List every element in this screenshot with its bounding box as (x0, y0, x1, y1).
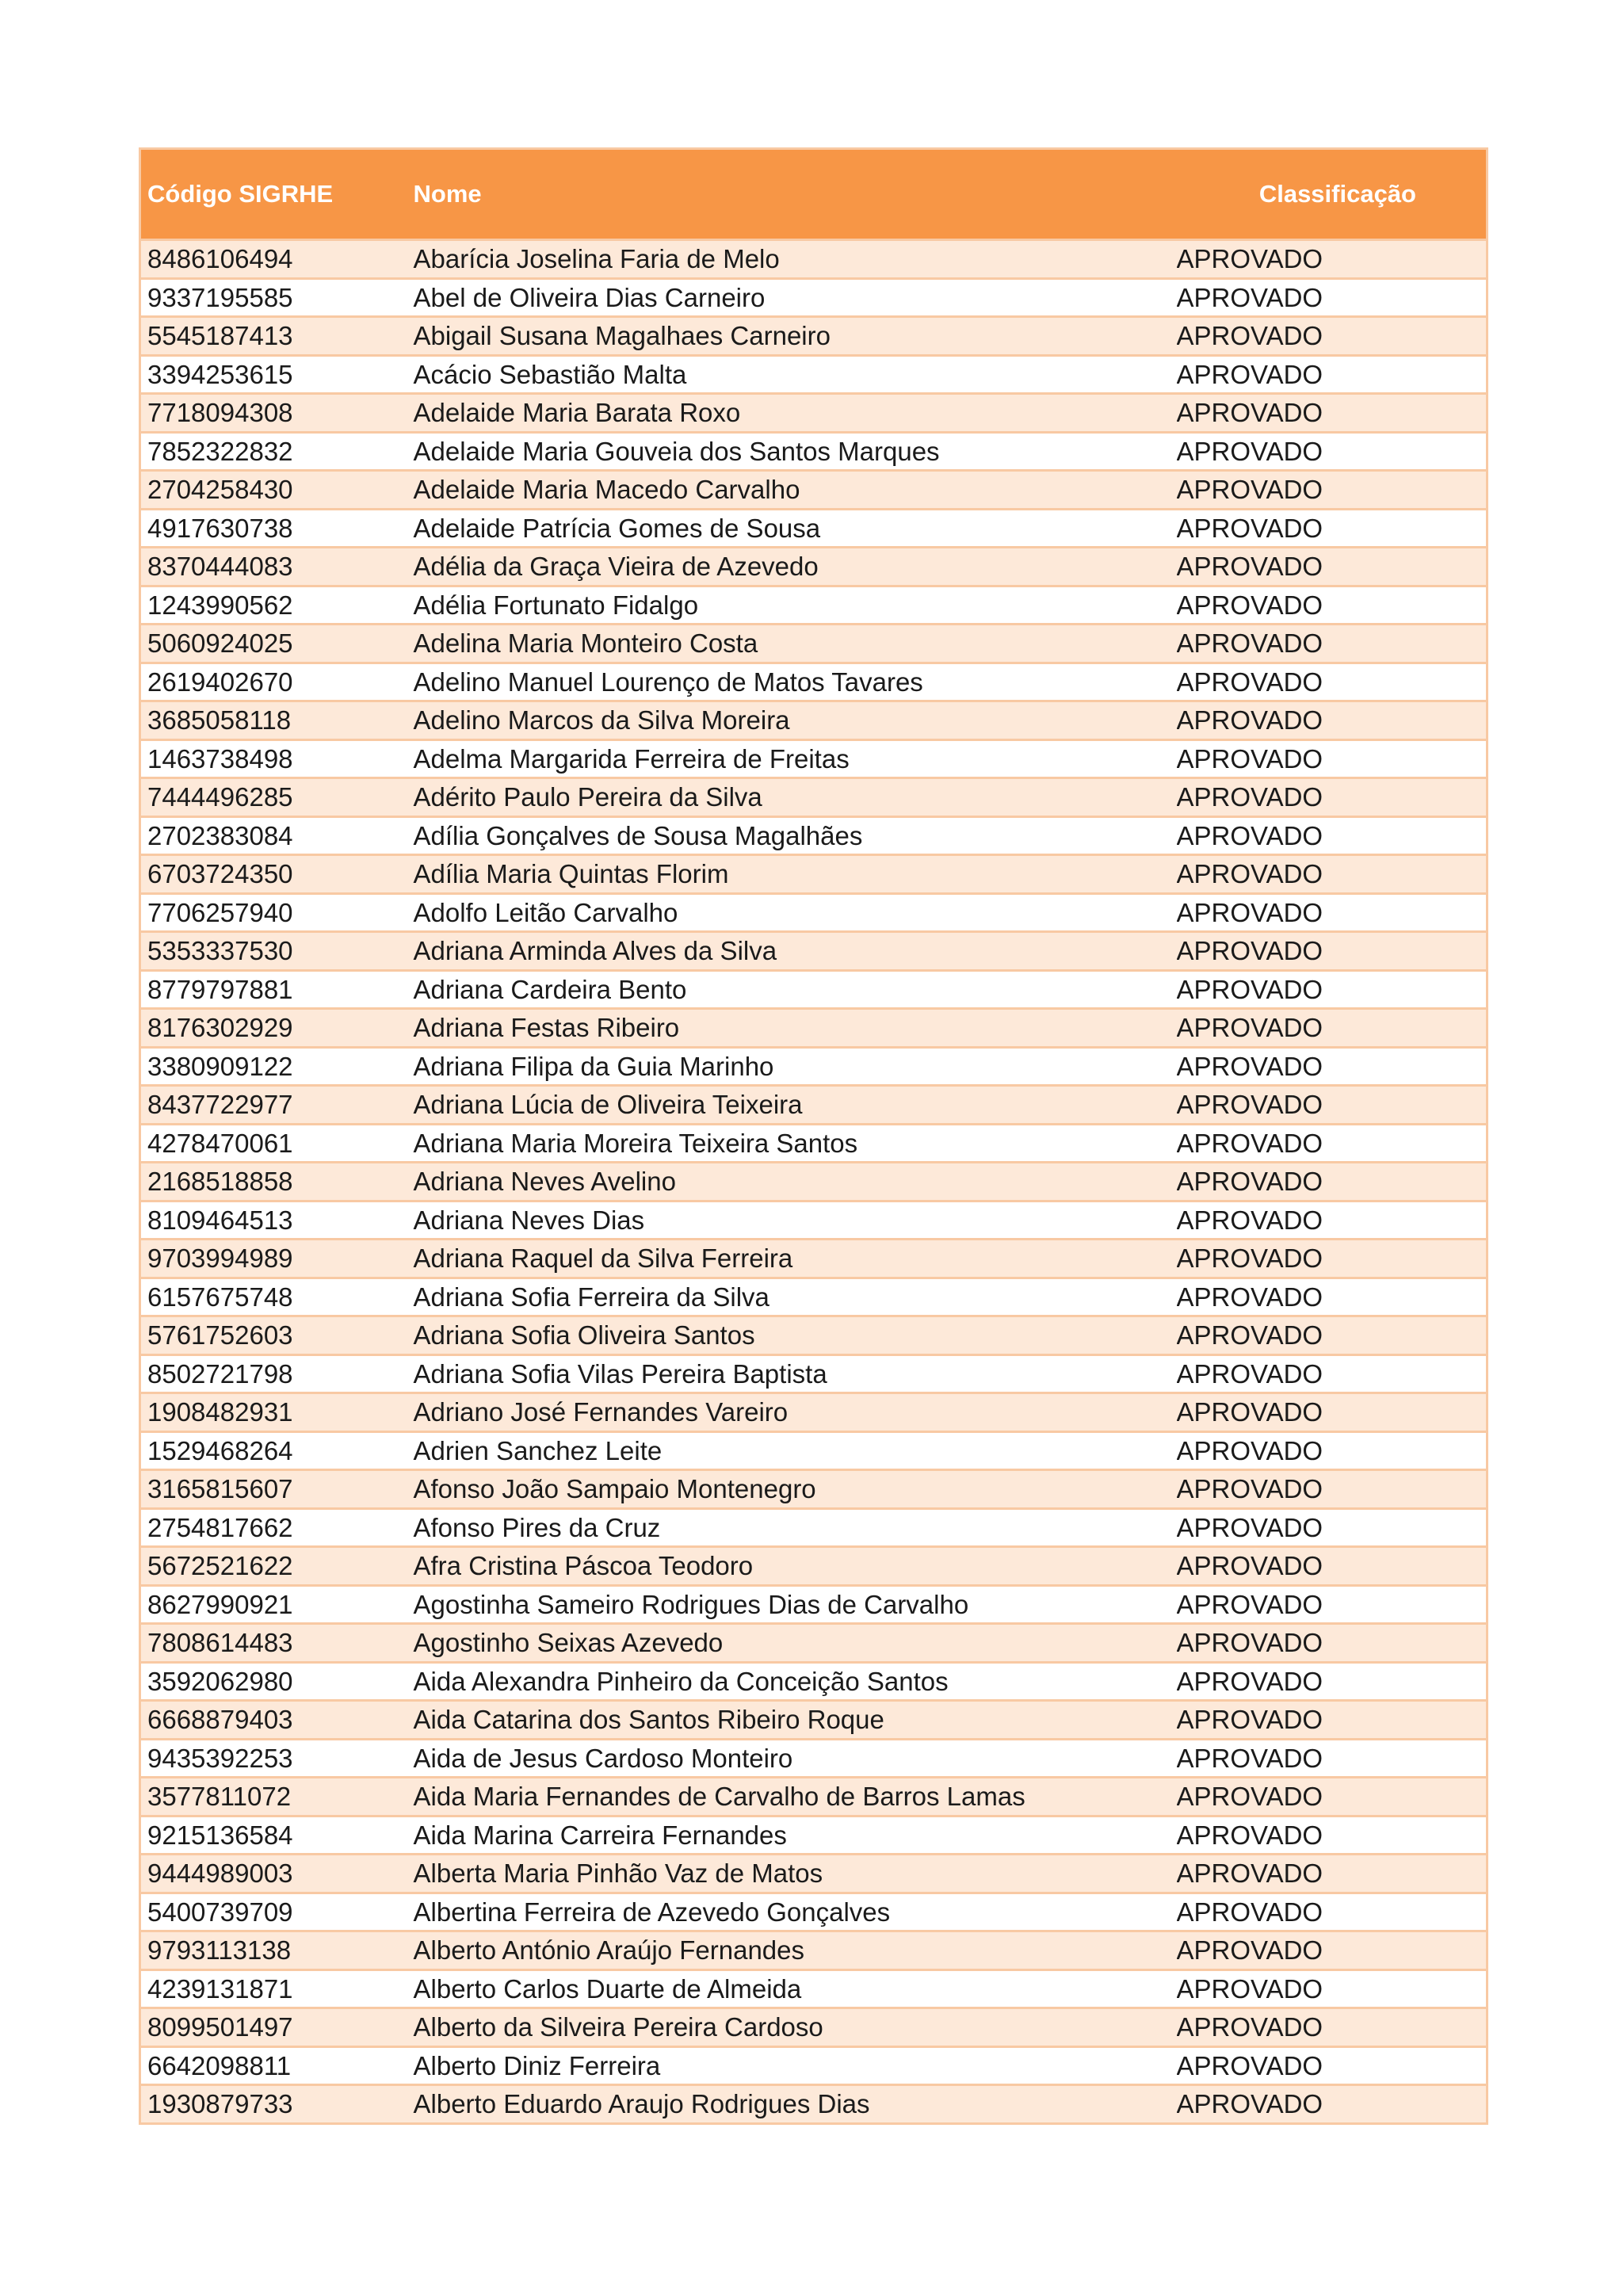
cell-code: 8502721798 (140, 1354, 407, 1393)
cell-name: Adriana Sofia Ferreira da Silva (407, 1278, 1177, 1316)
cell-name: Adriana Neves Avelino (407, 1163, 1177, 1201)
cell-name: Adriana Maria Moreira Teixeira Santos (407, 1124, 1177, 1163)
cell-status: APROVADO (1177, 355, 1487, 394)
cell-name: Adelaide Maria Macedo Carvalho (407, 471, 1177, 510)
cell-name: Adrien Sanchez Leite (407, 1431, 1177, 1470)
table-row (140, 1163, 1487, 1201)
cell-status: APROVADO (1177, 1047, 1487, 1086)
cell-status: APROVADO (1177, 2008, 1487, 2047)
cell-status: APROVADO (1177, 1316, 1487, 1355)
table-row (140, 1201, 1487, 1240)
cell-name: Adélia Fortunato Fidalgo (407, 586, 1177, 625)
cell-status: APROVADO (1177, 1969, 1487, 2008)
cell-code: 6642098811 (140, 2046, 407, 2085)
cell-code: 2168518858 (140, 1163, 407, 1201)
cell-code: 1243990562 (140, 586, 407, 625)
cell-name: Adelaide Maria Gouveia dos Santos Marques (407, 432, 1177, 471)
cell-status: APROVADO (1177, 739, 1487, 778)
cell-status: APROVADO (1177, 509, 1487, 548)
cell-status: APROVADO (1177, 240, 1487, 279)
cell-name: Adérito Paulo Pereira da Silva (407, 778, 1177, 817)
cell-status: APROVADO (1177, 2085, 1487, 2124)
cell-code: 1930879733 (140, 2085, 407, 2124)
table-row (140, 1316, 1487, 1355)
table-row (140, 1547, 1487, 1586)
cell-name: Alberto Carlos Duarte de Almeida (407, 1969, 1177, 2008)
cell-status: APROVADO (1177, 1278, 1487, 1316)
table-row (140, 355, 1487, 394)
table-row (140, 970, 1487, 1009)
table-row (140, 932, 1487, 971)
cell-code: 1463738498 (140, 739, 407, 778)
cell-code: 4239131871 (140, 1969, 407, 2008)
cell-code: 5545187413 (140, 317, 407, 356)
cell-name: Adelino Marcos da Silva Moreira (407, 701, 1177, 740)
cell-code: 2619402670 (140, 663, 407, 701)
cell-status: APROVADO (1177, 1163, 1487, 1201)
cell-name: Alberto da Silveira Pereira Cardoso (407, 2008, 1177, 2047)
cell-name: Afonso Pires da Cruz (407, 1508, 1177, 1547)
cell-status: APROVADO (1177, 1624, 1487, 1663)
cell-name: Adelaide Patrícia Gomes de Sousa (407, 509, 1177, 548)
table-row (140, 1431, 1487, 1470)
cell-name: Aida Maria Fernandes de Carvalho de Barros Lamas (407, 1778, 1177, 1817)
cell-code: 9435392253 (140, 1739, 407, 1778)
cell-name: Afra Cristina Páscoa Teodoro (407, 1547, 1177, 1586)
cell-code: 9703994989 (140, 1240, 407, 1278)
cell-name: Adriana Sofia Oliveira Santos (407, 1316, 1177, 1355)
cell-name: Adelma Margarida Ferreira de Freitas (407, 739, 1177, 778)
table-row (140, 1931, 1487, 1970)
cell-name: Adriana Raquel da Silva Ferreira (407, 1240, 1177, 1278)
table-row (140, 739, 1487, 778)
cell-status: APROVADO (1177, 932, 1487, 971)
cell-status: APROVADO (1177, 586, 1487, 625)
cell-name: Abigail Susana Magalhaes Carneiro (407, 317, 1177, 356)
table-row (140, 509, 1487, 548)
table-row (140, 1855, 1487, 1893)
cell-name: Alberto Eduardo Araujo Rodrigues Dias (407, 2085, 1177, 2124)
cell-code: 3165815607 (140, 1470, 407, 1509)
cell-code: 9444989003 (140, 1855, 407, 1893)
cell-status: APROVADO (1177, 548, 1487, 586)
cell-status: APROVADO (1177, 1354, 1487, 1393)
cell-status: APROVADO (1177, 625, 1487, 663)
cell-status: APROVADO (1177, 1393, 1487, 1432)
cell-code: 2754817662 (140, 1508, 407, 1547)
cell-status: APROVADO (1177, 855, 1487, 894)
cell-name: Adelino Manuel Lourenço de Matos Tavares (407, 663, 1177, 701)
table-row (140, 1354, 1487, 1393)
cell-status: APROVADO (1177, 816, 1487, 855)
cell-status: APROVADO (1177, 2046, 1487, 2085)
cell-name: Agostinha Sameiro Rodrigues Dias de Carvalho (407, 1585, 1177, 1624)
table-row (140, 2008, 1487, 2047)
cell-code: 9793113138 (140, 1931, 407, 1970)
cell-status: APROVADO (1177, 1009, 1487, 1048)
cell-code: 5672521622 (140, 1547, 407, 1586)
table-row (140, 1585, 1487, 1624)
cell-code: 8109464513 (140, 1201, 407, 1240)
cell-code: 3592062980 (140, 1662, 407, 1701)
cell-status: APROVADO (1177, 1662, 1487, 1701)
cell-code: 2704258430 (140, 471, 407, 510)
cell-name: Aida de Jesus Cardoso Monteiro (407, 1739, 1177, 1778)
header-code: Código SIGRHE (140, 149, 407, 240)
cell-name: Agostinho Seixas Azevedo (407, 1624, 1177, 1663)
cell-code: 5353337530 (140, 932, 407, 971)
cell-name: Adriana Lúcia de Oliveira Teixeira (407, 1086, 1177, 1125)
table-row (140, 586, 1487, 625)
cell-code: 1908482931 (140, 1393, 407, 1432)
cell-status: APROVADO (1177, 663, 1487, 701)
cell-status: APROVADO (1177, 394, 1487, 433)
cell-name: Adélia da Graça Vieira de Azevedo (407, 548, 1177, 586)
table-row (140, 1969, 1487, 2008)
cell-status: APROVADO (1177, 1931, 1487, 1970)
cell-status: APROVADO (1177, 432, 1487, 471)
table-row (140, 278, 1487, 317)
cell-name: Adriana Filipa da Guia Marinho (407, 1047, 1177, 1086)
cell-name: Adília Gonçalves de Sousa Magalhães (407, 816, 1177, 855)
table-row (140, 1893, 1487, 1931)
cell-status: APROVADO (1177, 970, 1487, 1009)
table-row (140, 1009, 1487, 1048)
cell-status: APROVADO (1177, 1240, 1487, 1278)
table-row (140, 1816, 1487, 1855)
cell-code: 7444496285 (140, 778, 407, 817)
cell-name: Adriano José Fernandes Vareiro (407, 1393, 1177, 1432)
cell-status: APROVADO (1177, 1778, 1487, 1817)
cell-status: APROVADO (1177, 1086, 1487, 1125)
cell-code: 7808614483 (140, 1624, 407, 1663)
cell-code: 6668879403 (140, 1701, 407, 1740)
cell-code: 1529468264 (140, 1431, 407, 1470)
cell-status: APROVADO (1177, 778, 1487, 817)
cell-name: Adriana Arminda Alves da Silva (407, 932, 1177, 971)
cell-name: Adelina Maria Monteiro Costa (407, 625, 1177, 663)
table-row (140, 317, 1487, 356)
cell-status: APROVADO (1177, 1201, 1487, 1240)
cell-code: 4278470061 (140, 1124, 407, 1163)
header-classification: Classificação (1177, 149, 1487, 240)
cell-code: 6157675748 (140, 1278, 407, 1316)
cell-status: APROVADO (1177, 1547, 1487, 1586)
table-row (140, 778, 1487, 817)
cell-status: APROVADO (1177, 317, 1487, 356)
table-row (140, 1739, 1487, 1778)
table-row (140, 1624, 1487, 1663)
cell-status: APROVADO (1177, 1739, 1487, 1778)
cell-code: 4917630738 (140, 509, 407, 548)
cell-name: Adília Maria Quintas Florim (407, 855, 1177, 894)
cell-name: Adriana Cardeira Bento (407, 970, 1177, 1009)
cell-code: 3380909122 (140, 1047, 407, 1086)
cell-status: APROVADO (1177, 1893, 1487, 1931)
cell-code: 3685058118 (140, 701, 407, 740)
cell-code: 8486106494 (140, 240, 407, 279)
cell-code: 3394253615 (140, 355, 407, 394)
header-row (140, 149, 1487, 240)
cell-status: APROVADO (1177, 1585, 1487, 1624)
table-row (140, 855, 1487, 894)
cell-status: APROVADO (1177, 893, 1487, 932)
table-row (140, 1047, 1487, 1086)
cell-name: Acácio Sebastião Malta (407, 355, 1177, 394)
cell-code: 3577811072 (140, 1778, 407, 1817)
table-row (140, 1124, 1487, 1163)
cell-code: 7718094308 (140, 394, 407, 433)
table-row (140, 1278, 1487, 1316)
cell-status: APROVADO (1177, 1855, 1487, 1893)
cell-code: 8370444083 (140, 548, 407, 586)
cell-status: APROVADO (1177, 1508, 1487, 1547)
cell-code: 7852322832 (140, 432, 407, 471)
table-header (140, 149, 1487, 240)
table-row (140, 1086, 1487, 1125)
cell-name: Alberta Maria Pinhão Vaz de Matos (407, 1855, 1177, 1893)
table-row (140, 1470, 1487, 1509)
cell-code: 8779797881 (140, 970, 407, 1009)
cell-status: APROVADO (1177, 1816, 1487, 1855)
table-row (140, 240, 1487, 279)
cell-code: 5761752603 (140, 1316, 407, 1355)
cell-name: Adolfo Leitão Carvalho (407, 893, 1177, 932)
table-row (140, 893, 1487, 932)
cell-status: APROVADO (1177, 278, 1487, 317)
table-row (140, 2046, 1487, 2085)
cell-name: Alberto Diniz Ferreira (407, 2046, 1177, 2085)
table-row (140, 394, 1487, 433)
cell-name: Adriana Sofia Vilas Pereira Baptista (407, 1354, 1177, 1393)
cell-name: Adelaide Maria Barata Roxo (407, 394, 1177, 433)
cell-code: 6703724350 (140, 855, 407, 894)
cell-code: 8099501497 (140, 2008, 407, 2047)
cell-name: Adriana Festas Ribeiro (407, 1009, 1177, 1048)
cell-code: 9337195585 (140, 278, 407, 317)
table-row (140, 471, 1487, 510)
table-row (140, 1701, 1487, 1740)
table-row (140, 548, 1487, 586)
cell-status: APROVADO (1177, 1124, 1487, 1163)
table-row (140, 1393, 1487, 1432)
table-row (140, 1778, 1487, 1817)
cell-status: APROVADO (1177, 1470, 1487, 1509)
cell-name: Afonso João Sampaio Montenegro (407, 1470, 1177, 1509)
table-row (140, 2085, 1487, 2124)
table-row (140, 625, 1487, 663)
cell-name: Aida Catarina dos Santos Ribeiro Roque (407, 1701, 1177, 1740)
cell-code: 5060924025 (140, 625, 407, 663)
table-row (140, 1508, 1487, 1547)
cell-code: 5400739709 (140, 1893, 407, 1931)
table-row (140, 816, 1487, 855)
table-row (140, 1240, 1487, 1278)
cell-code: 8176302929 (140, 1009, 407, 1048)
header-name: Nome (407, 149, 1177, 240)
cell-code: 7706257940 (140, 893, 407, 932)
cell-name: Alberto António Araújo Fernandes (407, 1931, 1177, 1970)
table-row (140, 701, 1487, 740)
cell-name: Adriana Neves Dias (407, 1201, 1177, 1240)
cell-name: Abel de Oliveira Dias Carneiro (407, 278, 1177, 317)
cell-code: 9215136584 (140, 1816, 407, 1855)
cell-status: APROVADO (1177, 1701, 1487, 1740)
table-row (140, 432, 1487, 471)
cell-name: Abarícia Joselina Faria de Melo (407, 240, 1177, 279)
cell-status: APROVADO (1177, 701, 1487, 740)
cell-status: APROVADO (1177, 1431, 1487, 1470)
cell-code: 8437722977 (140, 1086, 407, 1125)
cell-name: Aida Alexandra Pinheiro da Conceição Santos (407, 1662, 1177, 1701)
table-row (140, 663, 1487, 701)
cell-name: Aida Marina Carreira Fernandes (407, 1816, 1177, 1855)
table-row (140, 1662, 1487, 1701)
cell-code: 2702383084 (140, 816, 407, 855)
table-body (140, 240, 1487, 2124)
results-table (139, 147, 1488, 2125)
cell-status: APROVADO (1177, 471, 1487, 510)
cell-name: Albertina Ferreira de Azevedo Gonçalves (407, 1893, 1177, 1931)
cell-code: 8627990921 (140, 1585, 407, 1624)
